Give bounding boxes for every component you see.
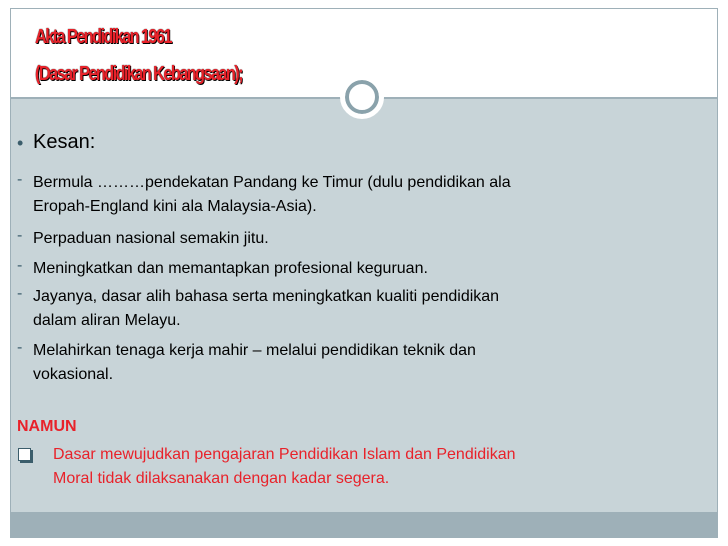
point-5-line2: vokasional. [33,366,114,383]
point-4-line1: Jayanya, dasar alih bahasa serta meningkatkan kualiti pendidikan [33,288,500,305]
point-1-line2: Eropah-England kini ala Malaysia-Asia). [33,198,317,215]
dash-icon: - [17,339,23,356]
slide-frame [10,8,718,538]
bottom-bar [11,512,717,537]
point-1-line1: Bermula ………pendekatan Pandang ke Timur (dulu pendidikan ala [33,174,511,191]
point-4-line2: dalam aliran Melayu. [33,312,181,329]
slide-subtitle: (Dasar Pendidikan Kebangsaan); [35,63,242,85]
note-line2: Moral tidak dilaksanakan dengan kadar segera. [53,470,390,487]
dash-icon: - [17,227,23,244]
content-area [11,99,717,512]
point-5-line1: Melahirkan tenaga kerja mahir – melalui pendidikan teknik dan [33,342,476,359]
point-2: Perpaduan nasional semakin jitu. [33,230,269,247]
slide-title: Akta Pendidikan 1961 [35,26,171,48]
dash-icon: - [17,171,23,188]
namun-label: NAMUN [17,418,77,435]
dash-icon: - [17,285,23,302]
ring-ornament-icon [345,80,379,114]
note-line1: Dasar mewujudkan pengajaran Pendidikan Islam dan Pendidikan [53,446,516,463]
bullet-dot-icon: • [17,133,24,153]
dash-icon: - [17,257,23,274]
checkbox-bullet-icon [18,448,31,461]
heading-kesan: Kesan: [33,131,96,153]
point-3: Meningkatkan dan memantapkan profesional keguruan. [33,260,428,277]
